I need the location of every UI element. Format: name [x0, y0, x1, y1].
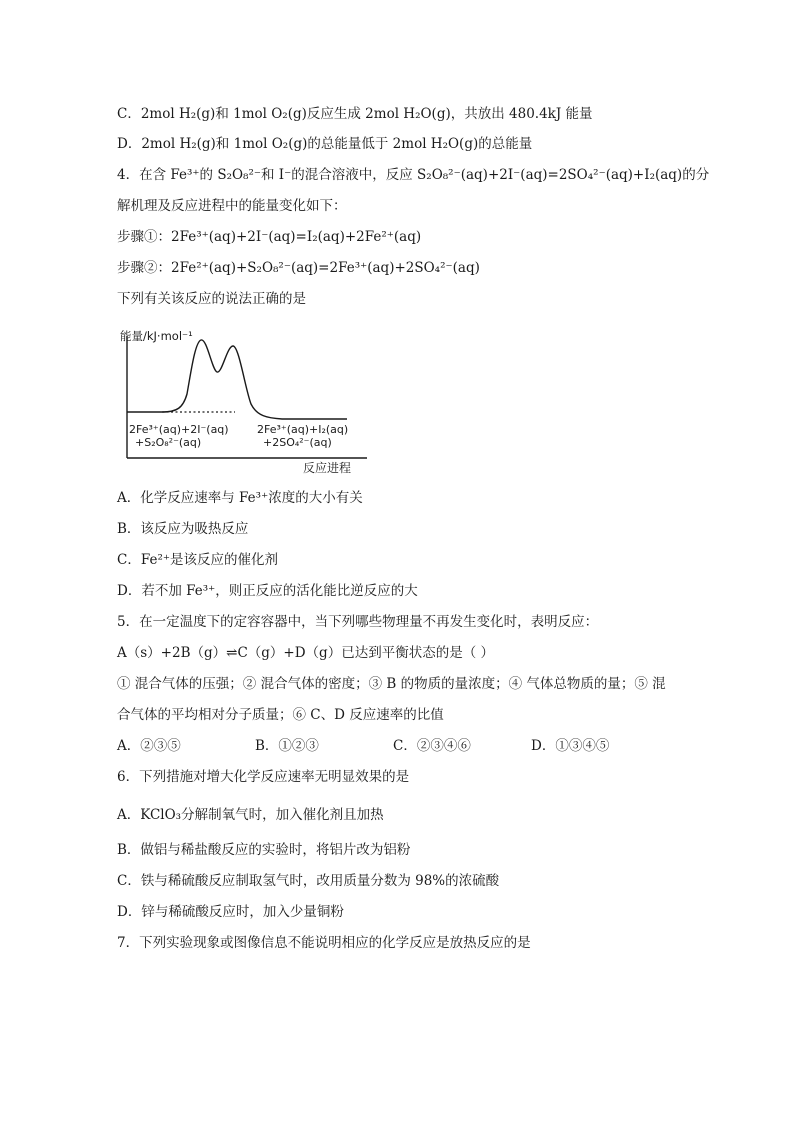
q6-option-c: C．铁与稀硫酸反应制取氢气时，改用质量分数为 98%的浓硫酸: [117, 873, 500, 889]
energy-diagram-svg: [117, 322, 377, 476]
q3-option-d: D．2mol H₂(g)和 1mol O₂(g)的总能量低于 2mol H₂O(g)的总能量: [117, 136, 533, 152]
q5-option-d: D．①③④⑤: [531, 738, 610, 754]
q4-option-c: C．Fe²⁺是该反应的催化剂: [117, 552, 278, 568]
q6-stem: 6．下列措施对增大化学反应速率无明显效果的是: [117, 769, 410, 785]
q4-stem-line-1: 4．在含 Fe³⁺的 S₂O₈²⁻和 I⁻的混合溶液中，反应 S₂O₈²⁻(aq)+2I⁻(aq)=2SO₄²⁻(aq)+I₂(aq)的分: [117, 167, 710, 183]
q4-stem-line-2: 解机理及反应进程中的能量变化如下：: [117, 198, 347, 214]
product-label-line-2: +2SO₄²⁻(aq): [263, 436, 332, 449]
y-axis-label: 能量/kJ·mol⁻¹: [120, 329, 193, 343]
reactant-label-line-1: 2Fe³⁺(aq)+2I⁻(aq): [129, 423, 229, 436]
q7-stem: 7．下列实验现象或图像信息不能说明相应的化学反应是放热反应的是: [117, 935, 531, 951]
q6-option-b: B．做铝与稀盐酸反应的实验时，将铝片改为铝粉: [117, 842, 411, 858]
q4-option-d: D．若不加 Fe³⁺，则正反应的活化能比逆反应的大: [117, 583, 418, 599]
energy-curve: [127, 340, 347, 419]
q6-option-d: D．锌与稀硫酸反应时，加入少量铜粉: [117, 904, 344, 920]
q5-options: [117, 736, 687, 756]
q5-stem-line-1: 5．在一定温度下的定容容器中，当下列哪些物理量不再发生变化时，表明反应：: [117, 614, 599, 630]
q5-stem-line-2: A（s）+2B（g）⇌C（g）+D（g）已达到平衡状态的是（ ）: [117, 645, 494, 661]
q5-option-b: B．①②③: [255, 738, 319, 754]
q5-items-line-1: ① 混合气体的压强；② 混合气体的密度；③ B 的物质的量浓度；④ 气体总物质的量；⑤ 混: [117, 676, 666, 692]
q5-option-c: C．②③④⑥: [393, 738, 471, 754]
q6-option-a: A．KClO₃分解制氧气时，加入催化剂且加热: [117, 807, 384, 823]
q5-option-a: A．②③⑤: [117, 738, 181, 754]
q4-option-b: B．该反应为吸热反应: [117, 521, 249, 537]
x-axis-label: 反应进程: [303, 461, 352, 475]
energy-diagram: [117, 322, 377, 476]
q4-question: 下列有关该反应的说法正确的是: [117, 291, 306, 307]
q4-step-2: 步骤②：2Fe²⁺(aq)+S₂O₈²⁻(aq)=2Fe³⁺(aq)+2SO₄²⁻(aq): [117, 260, 480, 276]
q5-items-line-2: 合气体的平均相对分子质量；⑥ C、D 反应速率的比值: [117, 707, 444, 723]
q4-option-a: A．化学反应速率与 Fe³⁺浓度的大小有关: [117, 490, 363, 506]
product-label-line-1: 2Fe³⁺(aq)+I₂(aq): [257, 423, 349, 436]
q4-step-1: 步骤①：2Fe³⁺(aq)+2I⁻(aq)=I₂(aq)+2Fe²⁺(aq): [117, 229, 422, 245]
reactant-label-line-2: +S₂O₈²⁻(aq): [135, 436, 202, 449]
q3-option-c: C．2mol H₂(g)和 1mol O₂(g)反应生成 2mol H₂O(g)，共放出 480.4kJ 能量: [117, 106, 593, 122]
